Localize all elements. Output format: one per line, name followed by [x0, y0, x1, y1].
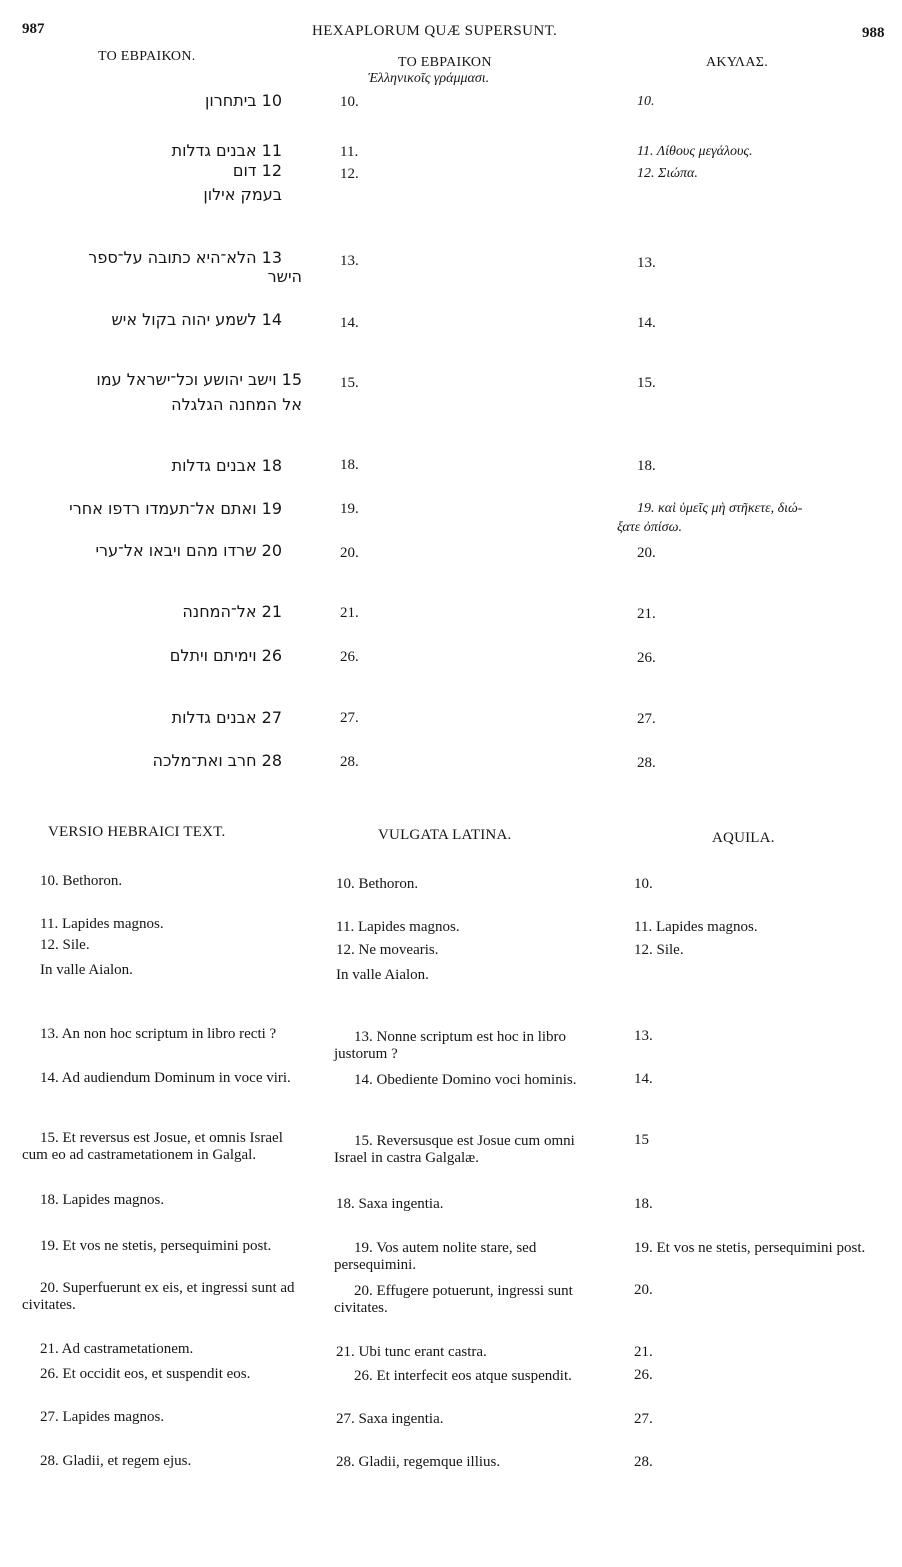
hebrew-verse-line: 15 וישב יהושע וכל־ישראל עמו	[96, 370, 302, 389]
transliteration-verse-number: 20.	[340, 545, 359, 561]
vulgata-verse: 18. Saxa ingentia.	[336, 1196, 444, 1212]
hebrew-verse-line: 18 אבנים גדלות	[171, 456, 282, 475]
aquila-latin-verse: 28.	[634, 1454, 653, 1470]
hebrew-verse-line: 28 חרב ואת־מלכה	[152, 751, 282, 770]
hebrew-verse-line: 20 שרדו מהם ויבאו אל־ערי	[95, 541, 282, 560]
versio-verse: 14. Ad audiendum Dominum in voce viri.	[40, 1070, 291, 1086]
transliteration-column-heading: ΤΟ ΕΒΡΑΙΚΟΝ	[398, 55, 492, 70]
aquila-greek-verse: 20.	[637, 545, 656, 561]
transliteration-verse-number: 28.	[340, 754, 359, 770]
vulgata-verse: 26. Et interfecit eos atque suspendit.	[354, 1368, 572, 1384]
vulgata-verse: 11. Lapides magnos.	[336, 919, 460, 935]
aquila-latin-verse: 13.	[634, 1028, 653, 1044]
aquila-latin-verse: 27.	[634, 1411, 653, 1427]
vulgata-verse: 15. Reversusque est Josue cum omni Israel in castra Galgalæ.	[334, 1133, 575, 1166]
hebrew-verse-line: 27 אבנים גדלות	[171, 708, 282, 727]
transliteration-verse-number: 14.	[340, 315, 359, 331]
aquila-greek-verse: 27.	[637, 711, 656, 727]
vulgata-verse: 21. Ubi tunc erant castra.	[336, 1344, 487, 1360]
hebrew-verse-line: 10 ביתחרון	[205, 91, 282, 110]
hebrew-verse-continuation: הישר	[267, 267, 302, 286]
aquila-latin-verse: 10.	[634, 876, 653, 892]
vulgata-verse: 28. Gladii, regemque illius.	[336, 1454, 501, 1470]
vulgata-verse: In valle Aialon.	[336, 967, 429, 983]
hebrew-column-heading: ΤΟ ΕΒΡΑΙΚΟΝ.	[98, 49, 196, 64]
aquila-greek-verse: 13.	[637, 255, 656, 271]
vulgata-verse: 27. Saxa ingentia.	[336, 1411, 444, 1427]
aquila-latin-verse: 15	[634, 1132, 649, 1148]
versio-verse: 11. Lapides magnos.	[40, 916, 164, 932]
versio-verse: In valle Aialon.	[40, 962, 133, 978]
page-number-left: 987	[22, 21, 45, 37]
hebrew-verse-line: 19 ואתם אל־תעמדו רדפו אחרי	[69, 499, 282, 518]
page-number-right: 988	[862, 25, 885, 41]
versio-verse: 26. Et occidit eos, et suspendit eos.	[40, 1366, 251, 1382]
transliteration-verse-number: 15.	[340, 375, 359, 391]
versio-verse: 15. Et reversus est Josue, et omnis Israel cum eo ad castrametationem in Galgal.	[22, 1130, 283, 1163]
hebrew-verse-line: 26 וימיתם ויתלם	[169, 646, 282, 665]
aquila-greek-verse: 14.	[637, 315, 656, 331]
aquila-greek-verse: 21.	[637, 606, 656, 622]
aquila-greek-verse: 11. Λίθους μεγάλους.	[637, 144, 753, 159]
vulgata-verse: 13. Nonne scriptum est hoc in libro justorum ?	[334, 1029, 567, 1062]
aquila-greek-verse: 12. Σιώπα.	[637, 166, 698, 181]
versio-verse: 27. Lapides magnos.	[40, 1409, 165, 1425]
running-title: HEXAPLORUM QUÆ SUPERSUNT.	[312, 23, 558, 39]
versio-verse: 19. Et vos ne stetis, persequimini post.	[40, 1238, 272, 1254]
aquila-greek-verse: 28.	[637, 755, 656, 771]
vulgata-verse: 12. Ne movearis.	[336, 942, 439, 958]
versio-verse: 28. Gladii, et regem ejus.	[40, 1453, 192, 1469]
aquila-latin-verse: 20.	[634, 1282, 653, 1298]
aquila-latin-verse: 21.	[634, 1344, 653, 1360]
aquila-greek-verse: 26.	[637, 650, 656, 666]
transliteration-verse-number: 18.	[340, 457, 359, 473]
hebrew-verse-line: 12 דום	[232, 161, 282, 180]
transliteration-verse-number: 26.	[340, 649, 359, 665]
transliteration-verse-number: 19.	[340, 501, 359, 517]
versio-verse: 10. Bethoron.	[40, 873, 123, 889]
aquila-latin-verse: 11. Lapides magnos.	[634, 919, 758, 935]
transliteration-column-subheading: Ἑλληνικοῖς γράμμασι.	[368, 71, 490, 86]
versio-column-heading: VERSIO HEBRAICI TEXT.	[48, 824, 226, 840]
aquila-greek-verse: 10.	[637, 94, 655, 109]
vulgata-verse: 14. Obediente Domino voci hominis.	[354, 1072, 577, 1088]
transliteration-verse-number: 27.	[340, 710, 359, 726]
hebrew-verse-line: 13 הלא־היא כתובה על־ספר	[88, 248, 282, 267]
hebrew-verse-continuation: בעמק אילון	[203, 185, 282, 204]
vulgata-verse: 10. Bethoron.	[336, 876, 419, 892]
hebrew-verse-line: 14 לשמע יהוה בקול איש	[111, 310, 282, 329]
aquila-latin-column-heading: AQUILA.	[712, 830, 775, 846]
hebrew-verse-line: 21 אל־המחנה	[182, 602, 282, 621]
hebrew-verse-continuation: אל המחנה הגלגלה	[171, 395, 302, 414]
transliteration-verse-number: 11.	[340, 144, 359, 160]
versio-verse: 13. An non hoc scriptum in libro recti ?	[40, 1026, 277, 1042]
versio-verse: 21. Ad castrametationem.	[40, 1341, 194, 1357]
aquila-greek-column-heading: ΑΚΥΛΑΣ.	[706, 55, 769, 70]
transliteration-verse-number: 10.	[340, 94, 359, 110]
aquila-latin-verse: 14.	[634, 1071, 653, 1087]
aquila-greek-verse: 19. καὶ ὑμεῖς μὴ στῆκετε, διώ-	[637, 501, 803, 516]
aquila-latin-verse: 12. Sile.	[634, 942, 684, 958]
aquila-greek-verse: 15.	[637, 375, 656, 391]
aquila-greek-verse: 18.	[637, 458, 656, 474]
transliteration-verse-number: 21.	[340, 605, 359, 621]
aquila-greek-continuation: ξατε ὀπίσω.	[617, 520, 682, 535]
vulgata-verse: 20. Effugere potuerunt, ingressi sunt civitates.	[334, 1283, 573, 1316]
versio-verse: 12. Sile.	[40, 937, 90, 953]
aquila-latin-verse: 18.	[634, 1196, 653, 1212]
aquila-latin-verse: 19. Et vos ne stetis, persequimini post.	[634, 1240, 866, 1256]
aquila-latin-verse: 26.	[634, 1367, 653, 1383]
versio-verse: 20. Superfuerunt ex eis, et ingressi sunt ad civitates.	[22, 1280, 295, 1313]
vulgata-verse: 19. Vos autem nolite stare, sed persequimini.	[334, 1240, 537, 1273]
transliteration-verse-number: 13.	[340, 253, 359, 269]
versio-verse: 18. Lapides magnos.	[40, 1192, 165, 1208]
vulgata-column-heading: VULGATA LATINA.	[378, 827, 512, 843]
hebrew-verse-line: 11 אבנים גדלות	[171, 141, 282, 160]
transliteration-verse-number: 12.	[340, 166, 359, 182]
